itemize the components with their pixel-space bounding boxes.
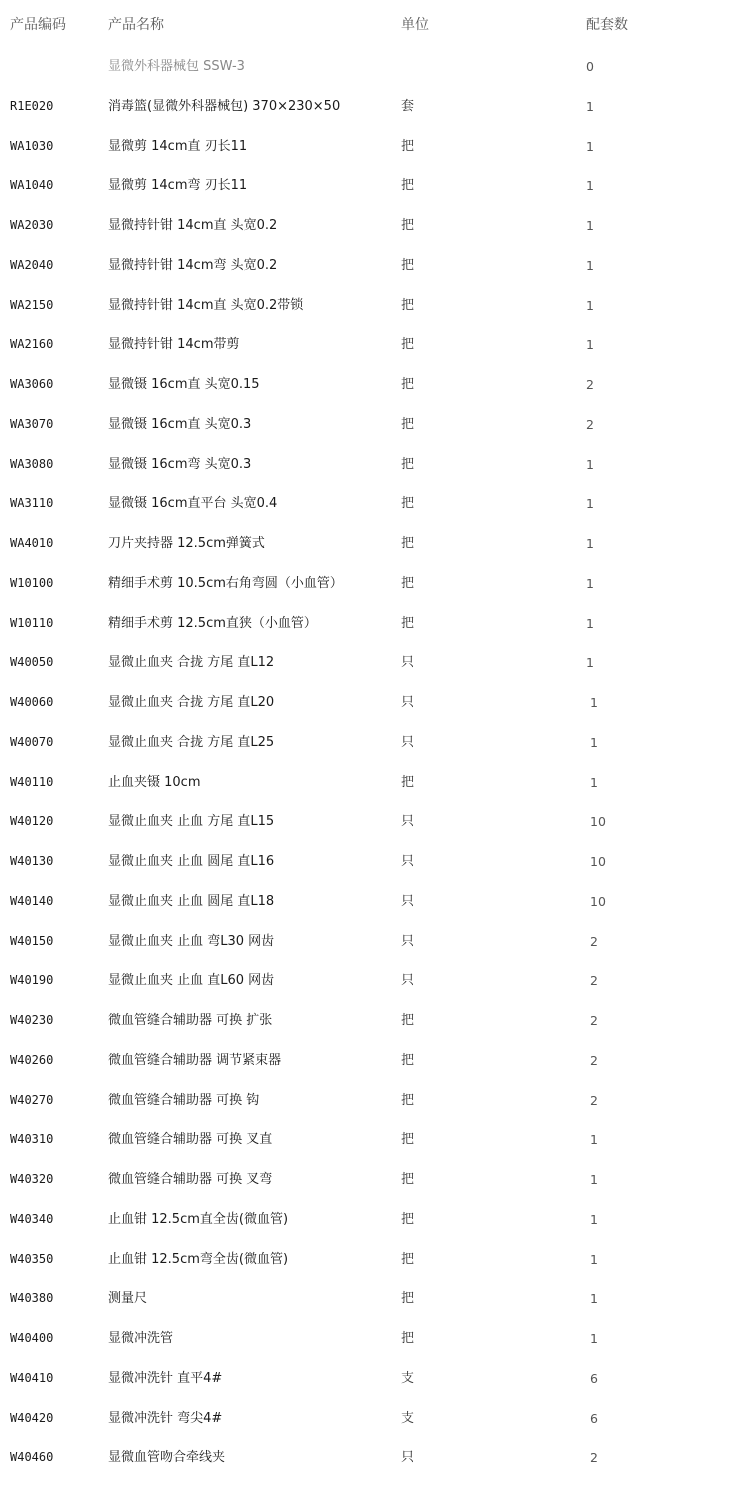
row-code: W40460 [10, 1450, 54, 1465]
row-unit: 把 [401, 1172, 415, 1187]
row-qty: 2 [590, 1013, 598, 1028]
row-qty: 0 [586, 59, 594, 74]
row-qty: 1 [586, 178, 594, 194]
row-name: 止血夹镊 10cm [108, 774, 201, 790]
row-code: WA2030 [10, 218, 54, 232]
row-code: WA1040 [10, 178, 54, 193]
row-code: W40410 [10, 1370, 54, 1385]
table-row [0, 484, 750, 524]
row-qty: 1 [586, 496, 594, 512]
row-code: W40340 [10, 1211, 54, 1226]
table-row [0, 763, 750, 803]
row-unit: 只 [401, 814, 415, 830]
row-unit: 支 [401, 1370, 415, 1386]
row-qty: 1 [586, 337, 594, 353]
row-qty: 1 [590, 1211, 598, 1227]
row-code: W40140 [10, 893, 54, 908]
row-unit: 把 [401, 138, 415, 154]
row-name: 显微外科器械包 SSW-3 [108, 59, 245, 74]
row-qty: 10 [590, 893, 606, 909]
row-qty: 2 [590, 1450, 598, 1466]
row-unit: 只 [401, 893, 415, 909]
row-unit: 只 [401, 933, 415, 949]
header-unit: 单位 [401, 17, 429, 33]
row-unit: 把 [401, 496, 415, 512]
row-name: 显微止血夹 止血 直L60 网齿 [108, 973, 275, 989]
row-name: 显微冲洗针 直平4# [108, 1370, 223, 1386]
table-row [0, 683, 750, 723]
row-code: W40420 [10, 1410, 54, 1425]
row-name: 显微血管吻合牵线夹 [108, 1450, 226, 1466]
table-row [0, 206, 750, 246]
table-row [0, 922, 750, 962]
row-name: 显微镊 16cm直 头宽0.3 [108, 416, 252, 432]
table-row [0, 643, 750, 683]
table-row [0, 1399, 750, 1439]
row-code: WA4010 [10, 536, 54, 550]
table-row [0, 325, 750, 365]
row-unit: 把 [401, 1052, 415, 1068]
row-code: WA3060 [10, 377, 54, 391]
row-name: 显微持针钳 14cm直 头宽0.2 [108, 218, 278, 233]
table-row [0, 445, 750, 485]
row-unit: 只 [401, 695, 415, 710]
row-name: 显微剪 14cm弯 刃长11 [108, 178, 248, 194]
row-code: W40190 [10, 973, 54, 988]
table-row [0, 1041, 750, 1081]
table-row [0, 405, 750, 445]
row-name: 刀片夹持器 12.5cm弹簧式 [108, 536, 265, 551]
table-row [0, 1081, 750, 1121]
table-row [0, 1438, 750, 1478]
row-unit: 把 [401, 536, 415, 551]
row-unit: 只 [401, 734, 415, 750]
row-unit: 把 [401, 1251, 415, 1267]
row-name: 止血钳 12.5cm直全齿(微血管) [108, 1211, 289, 1227]
row-qty: 10 [590, 854, 606, 869]
row-name: 显微止血夹 合拢 方尾 直L25 [108, 734, 275, 750]
row-code: W40310 [10, 1132, 54, 1147]
row-unit: 把 [401, 377, 415, 392]
row-name: 显微镊 16cm直 头宽0.15 [108, 377, 260, 392]
row-unit: 把 [401, 257, 415, 273]
header-name: 产品名称 [108, 17, 164, 33]
row-unit: 把 [401, 1132, 415, 1148]
row-qty: 1 [590, 695, 598, 710]
table-row [0, 127, 750, 167]
row-qty: 1 [586, 575, 594, 591]
row-unit: 只 [401, 973, 415, 989]
table-row [0, 564, 750, 604]
row-name: 显微止血夹 合拢 方尾 直L12 [108, 655, 275, 671]
row-name: 微血管缝合辅助器 可换 钩 [108, 1092, 260, 1108]
row-qty: 1 [586, 98, 594, 114]
table-row [0, 1359, 750, 1399]
row-name: 显微止血夹 止血 圆尾 直L16 [108, 854, 275, 869]
table-row [0, 365, 750, 405]
row-qty: 1 [590, 1331, 598, 1346]
row-unit: 把 [401, 1013, 415, 1028]
row-name: 微血管缝合辅助器 调节紧束器 [108, 1052, 282, 1068]
row-name: 显微止血夹 合拢 方尾 直L20 [108, 695, 275, 710]
row-name: 显微镊 16cm弯 头宽0.3 [108, 456, 252, 472]
row-unit: 把 [401, 1331, 415, 1346]
row-unit: 把 [401, 218, 415, 233]
row-name: 显微冲洗针 弯尖4# [108, 1410, 223, 1426]
row-code: W40270 [10, 1092, 54, 1107]
row-code: W40350 [10, 1251, 54, 1266]
row-name: 消毒篮(显微外科器械包) 370×230×50 [108, 98, 341, 114]
row-code: W40060 [10, 695, 54, 709]
row-qty: 1 [590, 1291, 598, 1307]
row-code: WA2040 [10, 257, 54, 272]
row-name: 止血钳 12.5cm弯全齿(微血管) [108, 1251, 289, 1267]
table-row [0, 802, 750, 842]
row-name: 显微持针钳 14cm弯 头宽0.2 [108, 257, 278, 273]
row-name: 精细手术剪 12.5cm直狭（小血管） [108, 615, 317, 631]
row-code: W40110 [10, 774, 54, 789]
row-name: 显微持针钳 14cm带剪 [108, 337, 240, 353]
row-qty: 1 [586, 615, 594, 631]
row-qty: 1 [586, 257, 594, 273]
row-code: W40130 [10, 854, 54, 868]
row-code: WA1030 [10, 138, 54, 153]
row-code: W40050 [10, 655, 54, 670]
row-unit: 把 [401, 1092, 415, 1108]
row-qty: 1 [586, 536, 594, 551]
row-unit: 把 [401, 297, 415, 313]
table-row [0, 1319, 750, 1359]
table-row [0, 1160, 750, 1200]
row-qty: 2 [590, 1052, 598, 1068]
row-unit: 把 [401, 456, 415, 472]
row-unit: 套 [401, 98, 415, 114]
row-name: 微血管缝合辅助器 可换 叉弯 [108, 1172, 273, 1187]
row-qty: 1 [586, 655, 594, 671]
row-name: 显微剪 14cm直 刃长11 [108, 138, 248, 154]
row-qty: 1 [590, 1172, 598, 1187]
row-qty: 6 [590, 1370, 598, 1386]
row-name: 显微持针钳 14cm直 头宽0.2带锁 [108, 297, 304, 313]
row-code: WA3110 [10, 496, 54, 511]
row-name: 微血管缝合辅助器 可换 扩张 [108, 1013, 273, 1028]
row-code: WA3080 [10, 456, 54, 471]
row-code: W40070 [10, 734, 54, 749]
table-row [0, 1001, 750, 1041]
row-code: WA2150 [10, 297, 54, 312]
row-code: WA2160 [10, 337, 54, 352]
row-code: W40260 [10, 1052, 54, 1067]
row-unit: 把 [401, 337, 415, 353]
row-qty: 1 [590, 1251, 598, 1267]
row-code: W40400 [10, 1331, 54, 1345]
row-name: 显微镊 16cm直平台 头宽0.4 [108, 496, 278, 512]
table-row [0, 1279, 750, 1319]
row-name: 微血管缝合辅助器 可换 叉直 [108, 1132, 273, 1148]
header-qty: 配套数 [586, 17, 628, 33]
row-code: W40320 [10, 1172, 54, 1186]
table-header [0, 6, 750, 46]
row-code: W10100 [10, 575, 54, 590]
row-name: 显微冲洗管 [108, 1331, 174, 1346]
table-row [0, 1240, 750, 1280]
header-code: 产品编码 [10, 17, 66, 33]
table-row [0, 961, 750, 1001]
row-unit: 支 [401, 1410, 415, 1426]
row-name: 显微止血夹 止血 弯L30 网齿 [108, 933, 275, 949]
table-row [0, 842, 750, 882]
row-unit: 把 [401, 575, 415, 591]
row-qty: 1 [586, 456, 594, 472]
row-qty: 1 [586, 297, 594, 313]
row-unit: 把 [401, 178, 415, 194]
row-name: 测量尺 [108, 1291, 148, 1307]
row-qty: 10 [590, 814, 606, 830]
table-row [0, 1120, 750, 1160]
row-qty: 2 [590, 973, 598, 989]
row-name: 显微止血夹 止血 圆尾 直L18 [108, 893, 275, 909]
table-row [0, 166, 750, 206]
row-unit: 只 [401, 655, 415, 671]
table-row [0, 286, 750, 326]
table-row [0, 723, 750, 763]
row-unit: 把 [401, 615, 415, 631]
row-qty: 2 [586, 377, 594, 392]
row-qty: 2 [590, 1092, 598, 1108]
row-name: 精细手术剪 10.5cm右角弯圆（小血管） [108, 575, 343, 591]
row-unit: 只 [401, 854, 415, 869]
row-code: WA3070 [10, 416, 54, 431]
table-row [0, 604, 750, 644]
row-unit: 把 [401, 1211, 415, 1227]
row-code: W40380 [10, 1291, 54, 1306]
row-unit: 把 [401, 416, 415, 432]
table-row [0, 524, 750, 564]
row-code: W40120 [10, 814, 54, 829]
table-row [0, 1200, 750, 1240]
row-qty: 1 [586, 218, 594, 233]
row-code: W40150 [10, 933, 54, 948]
row-qty: 2 [586, 416, 594, 432]
table-row [0, 246, 750, 286]
row-unit: 只 [401, 1450, 415, 1466]
row-code: W10110 [10, 615, 54, 630]
row-qty: 1 [590, 734, 598, 750]
table-row [0, 882, 750, 922]
row-code: R1E020 [10, 98, 54, 113]
row-unit: 把 [401, 1291, 415, 1307]
row-code: W40230 [10, 1013, 54, 1027]
row-qty: 1 [590, 1132, 598, 1148]
row-qty: 6 [590, 1410, 598, 1426]
row-unit: 把 [401, 774, 415, 790]
table-row [0, 87, 750, 127]
row-name: 显微止血夹 止血 方尾 直L15 [108, 814, 275, 830]
row-qty: 1 [590, 774, 598, 790]
table-row [0, 47, 750, 87]
row-qty: 2 [590, 933, 598, 949]
row-qty: 1 [586, 138, 594, 154]
